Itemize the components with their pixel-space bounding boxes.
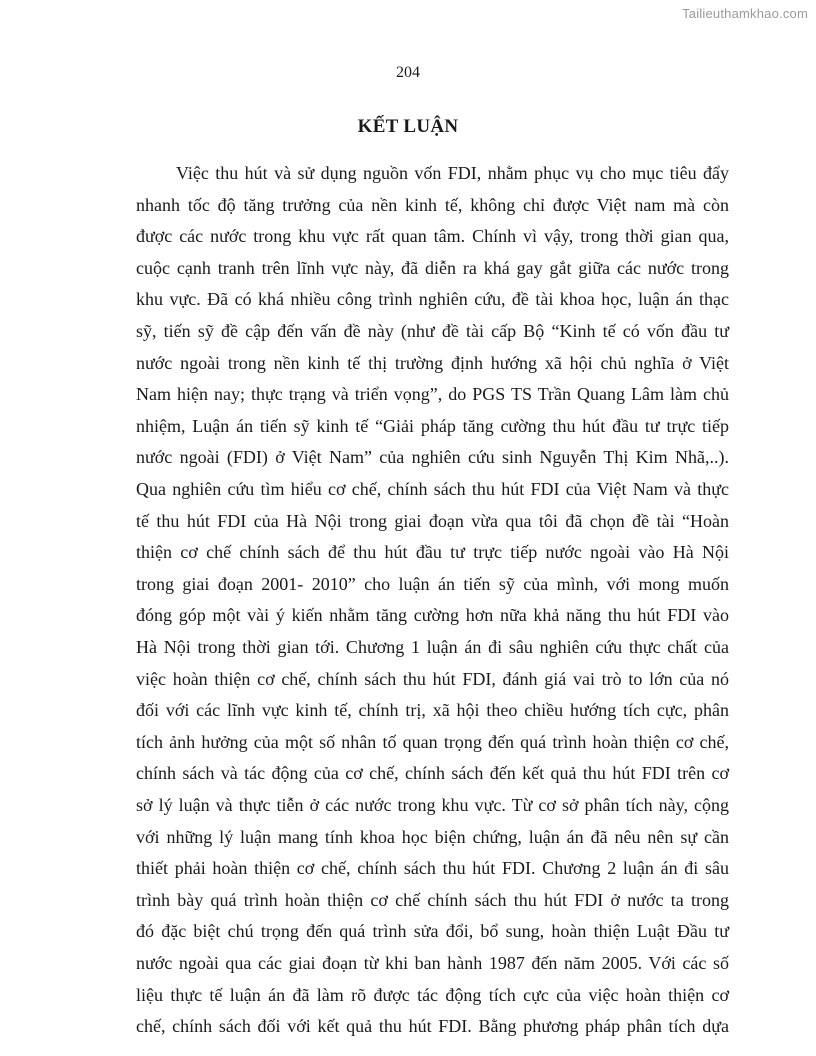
text-line: được các nước trong khu vực rất quan tâm. Chính vì vậy, trong thời gian qua, bbox=[136, 226, 729, 247]
watermark: Tailieuthamkhao.com bbox=[682, 6, 808, 21]
text-line: với những lý luận mang tính khoa học biện chứng, luận án đã nêu nên sự cần bbox=[136, 826, 729, 847]
text-line: Nam hiện nay; thực trạng và triển vọng”, do PGS TS Trần Quang Lâm làm chủ bbox=[136, 384, 729, 405]
text-line: trình bày quá trình hoàn thiện cơ chế chính sách thu hút FDI ở nước ta trong bbox=[136, 889, 729, 910]
text-line: tế thu hút FDI của Hà Nội trong giai đoạn vừa qua tôi đã chọn đề tài “Hoàn bbox=[136, 510, 729, 531]
text-line: sở lý luận và thực tiễn ở các nước trong khu vực. Từ cơ sở phân tích này, cộng bbox=[136, 795, 729, 815]
text-line: chế, chính sách đối với kết quả thu hút FDI. Bằng phương pháp phân tích dựa bbox=[136, 1016, 729, 1037]
text-line: nước ngoài trong nền kinh tế thị trường định hướng xã hội chủ nghĩa ở Việt bbox=[136, 352, 729, 373]
text-line: tích ảnh hưởng của một số nhân tố quan trọng đến quá trình hoàn thiện cơ chế, bbox=[136, 731, 729, 752]
text-line: chính sách và tác động của cơ chế, chính sách đến kết quả thu hút FDI trên cơ bbox=[136, 763, 729, 784]
text-line: việc hoàn thiện cơ chế, chính sách thu hút FDI, đánh giá vai trò to lớn của nó bbox=[136, 668, 729, 689]
text-line: Hà Nội trong thời gian tới. Chương 1 luận án đi sâu nghiên cứu thực chất của bbox=[136, 637, 729, 657]
text-line: Qua nghiên cứu tìm hiểu cơ chế, chính sách thu hút FDI của Việt Nam và thực bbox=[136, 479, 729, 499]
text-line: cuộc cạnh tranh trên lĩnh vực này, đã diễn ra khá gay gắt giữa các nước trong bbox=[136, 257, 729, 278]
text-line: Việc thu hút và sử dụng nguồn vốn FDI, nhằm phục vụ cho mục tiêu đẩy bbox=[176, 163, 729, 183]
text-line: đóng góp một vài ý kiến nhằm tăng cường hơn nữa khả năng thu hút FDI vào bbox=[136, 605, 729, 626]
page-number: 204 bbox=[396, 64, 420, 81]
text-line: đối với các lĩnh vực kinh tế, chính trị, xã hội theo chiều hướng tích cực, phân bbox=[136, 700, 729, 721]
text-line: thiện cơ chế chính sách để thu hút đầu tư trực tiếp nước ngoài vào Hà Nội bbox=[136, 542, 729, 563]
text-line: thiết phải hoàn thiện cơ chế, chính sách thu hút FDI. Chương 2 luận án đi sâu bbox=[136, 858, 729, 879]
text-line: nhanh tốc độ tăng trưởng của nền kinh tế, không chỉ được Việt nam mà còn bbox=[136, 194, 729, 215]
text-line: trong giai đoạn 2001- 2010” cho luận án tiến sỹ của mình, với mong muốn bbox=[136, 573, 729, 594]
text-line: nước ngoài (FDI) ở Việt Nam” của nghiên cứu sinh Nguyễn Thị Kim Nhã,..). bbox=[136, 447, 729, 468]
section-heading: KẾT LUẬN bbox=[357, 116, 459, 137]
text-line: nhiệm, Luận án tiến sỹ kinh tế “Giải pháp tăng cường thu hút đầu tư trực tiếp bbox=[136, 415, 729, 436]
text-line: liệu thực tế luận án đã làm rõ được tác động tích cực của việc hoàn thiện cơ bbox=[136, 984, 729, 1005]
text-line: đó đặc biệt chú trọng đến quá trình sửa đổi, bổ sung, hoàn thiện Luật Đầu tư bbox=[136, 921, 729, 942]
text-line: sỹ, tiến sỹ đề cập đến vấn đề này (như đề tài cấp Bộ “Kinh tế có vốn đầu tư bbox=[136, 321, 729, 341]
text-line: nước ngoài qua các giai đoạn từ khi ban hành 1987 đến năm 2005. Với các số bbox=[136, 953, 729, 973]
text-line: khu vực. Đã có khá nhiều công trình nghiên cứu, đề tài khoa học, luận án thạc bbox=[136, 289, 729, 310]
